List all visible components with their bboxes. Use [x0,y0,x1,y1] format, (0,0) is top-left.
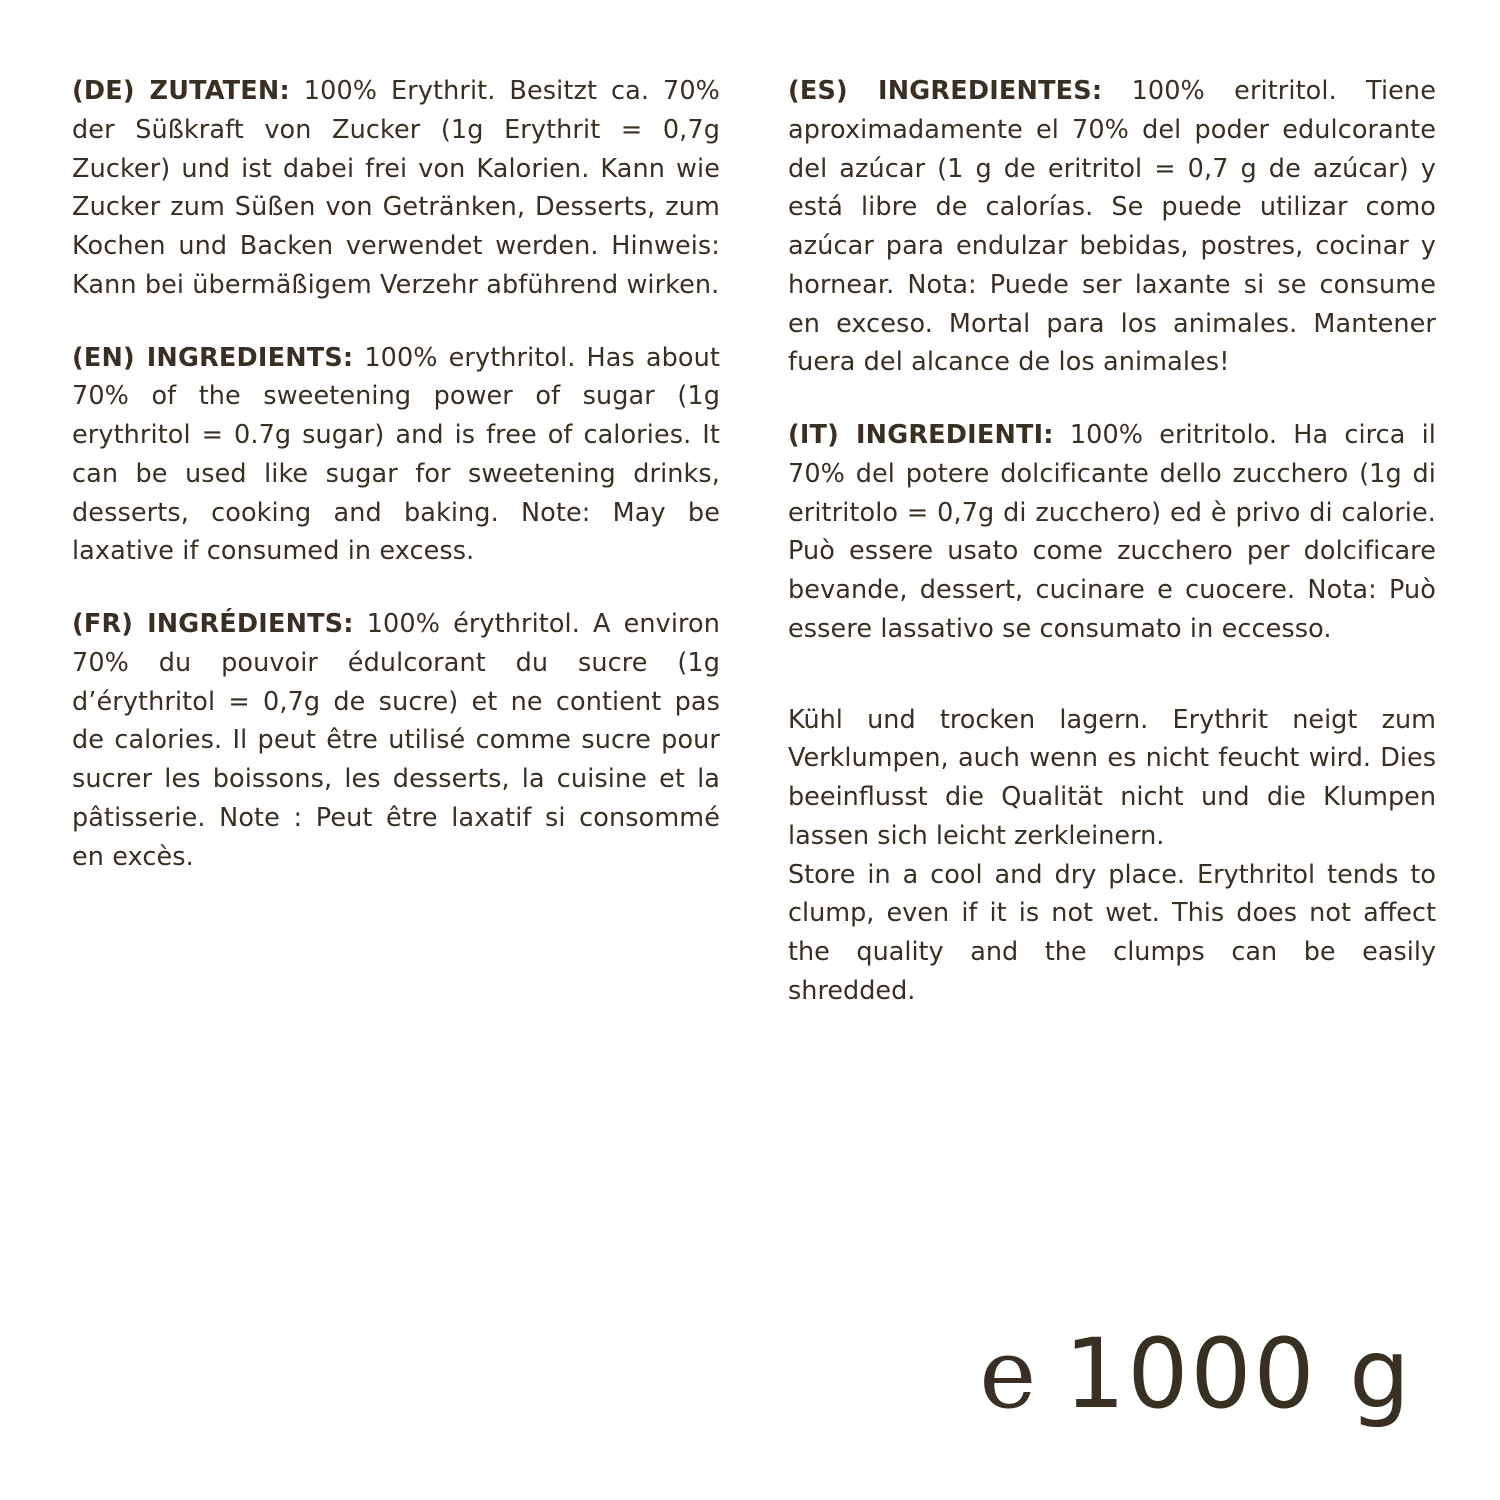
ingredients-heading-it: (IT) INGREDIENTI: [788,420,1054,450]
ingredients-block-de [72,72,720,305]
ingredients-text-en: 100% erythritol. Has about 70% of the sweetening power of sugar (1g erythritol = 0.7g sugar) and is free of calories. It can be used like sugar for sweetening drinks, desserts, cooking and baking. Note: May be laxative if consumed in excess. [72,342,720,567]
ingredients-heading-de: (DE) ZUTATEN: [72,76,290,106]
estimated-sign-icon: e [979,1318,1039,1430]
ingredients-heading-es: (ES) INGREDIENTES: [788,76,1103,106]
ingredients-block-it [788,416,1436,649]
ingredients-text-de: 100% Erythrit. Besitzt ca. 70% der Süßkraft von Zucker (1g Erythrit = 0,7g Zucker) und ist dabei frei von Kalorien. Kann wie Zucker zum Süßen von Getränken, Desserts, zum Kochen und Backen verwendet werden. Hinweis: Kann bei übermäßigem Verzehr abführend wirken. [72,76,720,300]
ingredients-heading-en: (EN) INGREDIENTS: [72,342,354,373]
net-weight-value: 1000 g [1064,1318,1412,1430]
left-language-column [72,72,720,910]
net-weight [979,1318,1412,1430]
right-language-column [788,72,1436,1011]
ingredients-heading-fr: (FR) INGRÉDIENTS: [72,609,354,639]
ingredients-block-en [72,339,720,572]
ingredients-text-es: 100% eritritol. Tiene aproximadamente el 70% del poder edulcorante del azúcar (1 g de eritritol = 0,7 g de azúcar) y está libre de calorías. Se puede utilizar como azúcar para endulzar bebidas, postres, cocinar y hornear. Nota: Puede ser laxante si se consume en exceso. Mortal para los animales. Mantener fuera del alcance de los animales! [788,76,1436,378]
storage-instructions [788,701,1436,1011]
ingredients-block-fr [72,605,720,876]
ingredients-block-es [788,72,1436,382]
storage-text-de: Kühl und trocken lagern. Erythrit neigt zum Verklumpen, auch wenn es nicht feucht wird. Dies beeinflusst die Qualität nicht und die Klumpen lassen sich leicht zerkleinern. [788,704,1436,851]
label-columns [72,72,1436,1011]
ingredients-text-it: 100% eritritolo. Ha circa il 70% del potere dolcificante dello zucchero (1g di eritritolo = 0,7g di zucchero) ed è privo di calorie. Può essere usato come zucchero per dolcificare bevande, dessert, cucinare e cuocere. Nota: Può essere lassativo se consumato in eccesso. [788,420,1436,644]
storage-text-en: Store in a cool and dry place. Erythritol tends to clump, even if it is not wet. This does not affect the quality and the clumps can be easily shredded. [788,859,1436,1006]
ingredients-text-fr: 100% érythritol. A environ 70% du pouvoir édulcorant du sucre (1g d’érythritol = 0,7g de sucre) et ne contient pas de calories. Il peut être utilisé comme sucre pour sucrer les boissons, les desserts, la cuisine et la pâtisserie. Note : Peut être laxatif si consommé en excès. [72,609,720,872]
